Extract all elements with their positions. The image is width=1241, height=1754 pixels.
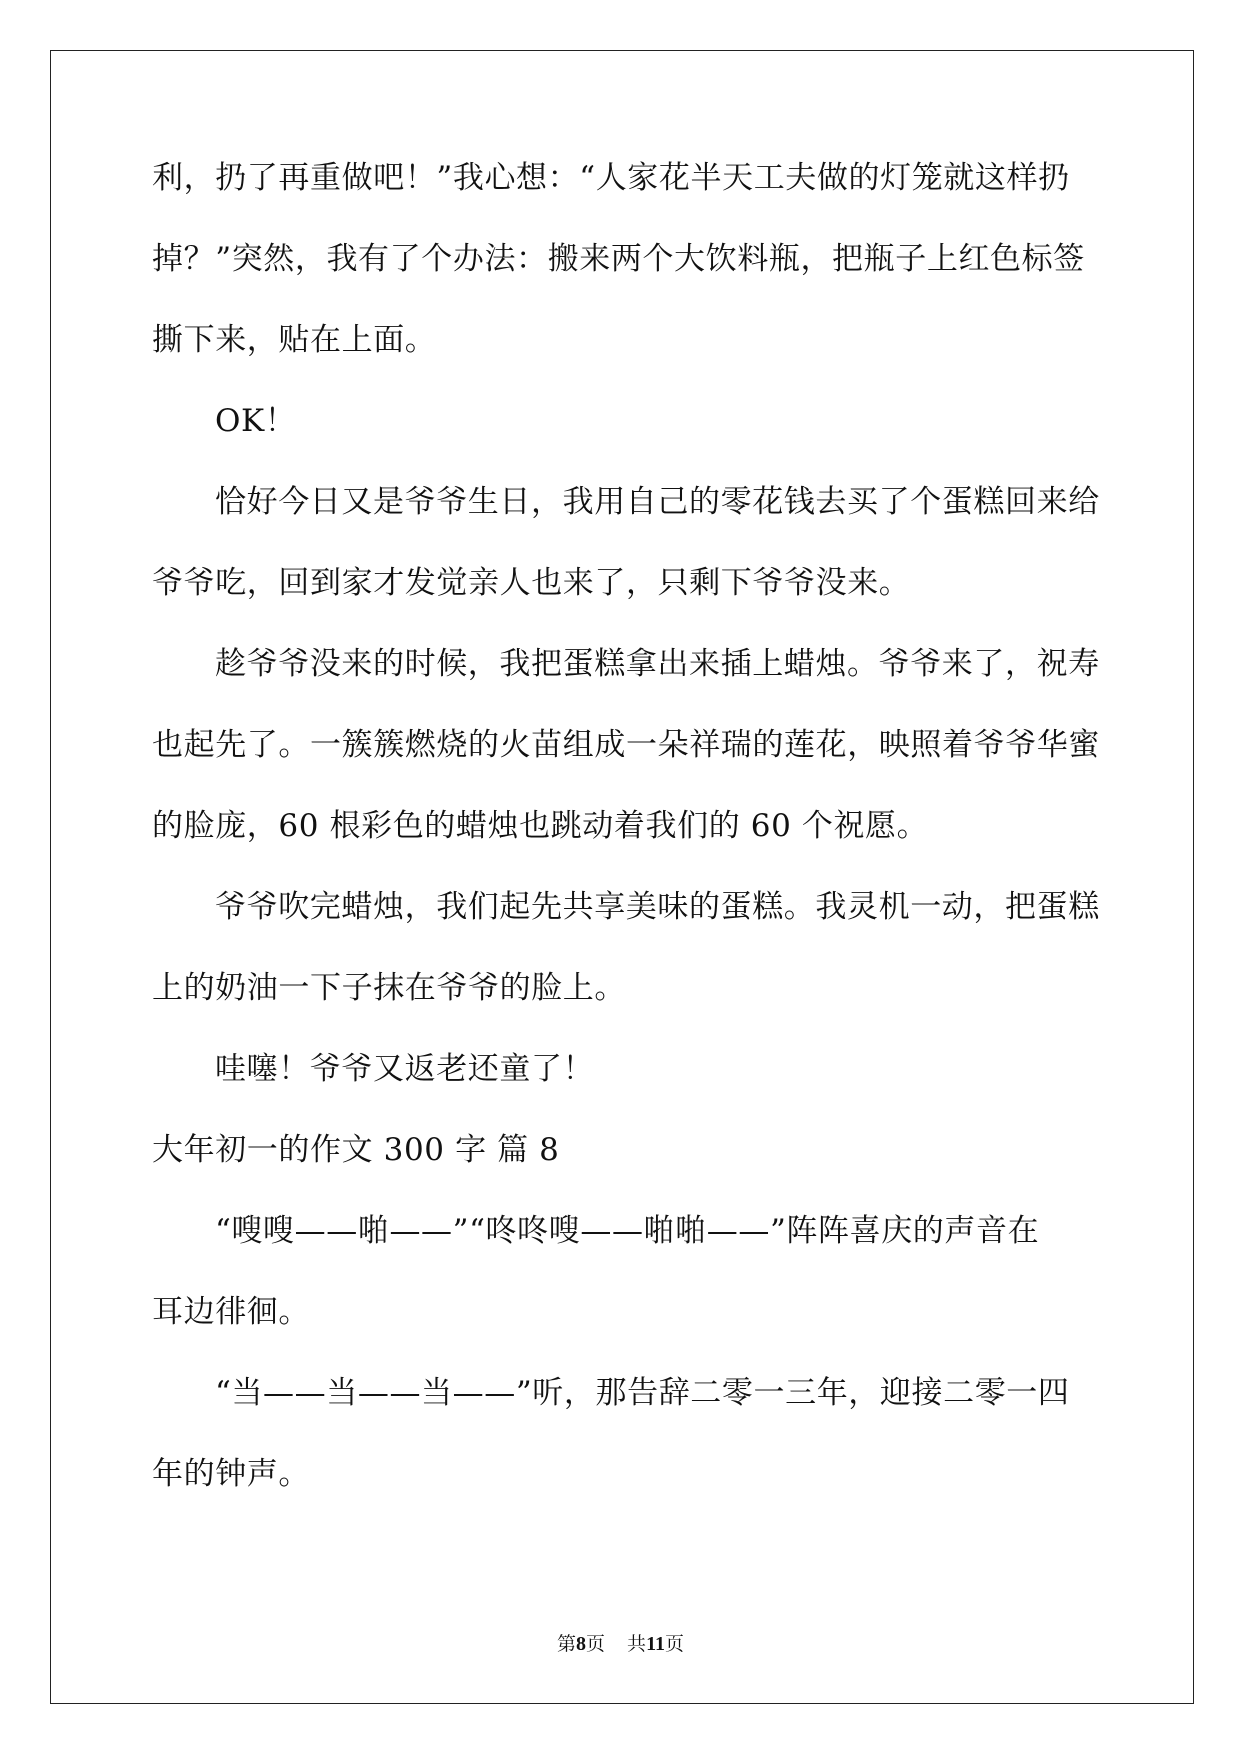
page-prefix: 第 (557, 1633, 577, 1655)
text-line: OK！ (215, 403, 297, 439)
text-line: 上的奶油一下子抹在爷爷的脸上。 (152, 970, 626, 1006)
text-line: 趁爷爷没来的时候，我把蛋糕拿出来插上蜡烛。爷爷来了，祝寿 (215, 646, 1100, 682)
text-line: 利，扔了再重做吧！”我心想：“人家花半天工夫做的灯笼就这样扔 (152, 160, 1070, 196)
text-line: 爷爷吹完蜡烛，我们起先共享美味的蛋糕。我灵机一动，把蛋糕 (215, 889, 1100, 925)
text-line: 哇噻！爷爷又返老还童了！ (215, 1051, 595, 1087)
section-heading: 大年初一的作文 300 字 篇 8 (152, 1132, 560, 1168)
text-line: “嗖嗖——啪——”“咚咚嗖——啪啪——”阵阵喜庆的声音在 (215, 1213, 1040, 1249)
page-footer (0, 1632, 1241, 1656)
page-suffix: 页 (586, 1633, 606, 1655)
total-prefix: 共 (627, 1633, 647, 1655)
text-line: 的脸庞，60 根彩色的蜡烛也跳动着我们的 60 个祝愿。 (152, 808, 929, 844)
text-line: 恰好今日又是爷爷生日，我用自己的零花钱去买了个蛋糕回来给 (215, 484, 1100, 520)
total-pages: 11 (646, 1633, 665, 1655)
page-number: 8 (576, 1633, 587, 1655)
text-line: 也起先了。一簇簇燃烧的火苗组成一朵祥瑞的莲花，映照着爷爷华蜜 (152, 727, 1100, 763)
text-line: 爷爷吃，回到家才发觉亲人也来了，只剩下爷爷没来。 (152, 565, 911, 601)
total-suffix: 页 (664, 1633, 684, 1655)
text-line: “当——当——当——”听，那告辞二零一三年，迎接二零一四 (215, 1375, 1070, 1411)
text-line: 耳边徘徊。 (152, 1294, 310, 1330)
text-line: 掉？”突然，我有了个办法：搬来两个大饮料瓶，把瓶子上红色标签 (152, 241, 1085, 277)
text-line: 撕下来，贴在上面。 (152, 322, 437, 358)
document-body (152, 158, 1100, 1535)
text-line: 年的钟声。 (152, 1456, 310, 1492)
